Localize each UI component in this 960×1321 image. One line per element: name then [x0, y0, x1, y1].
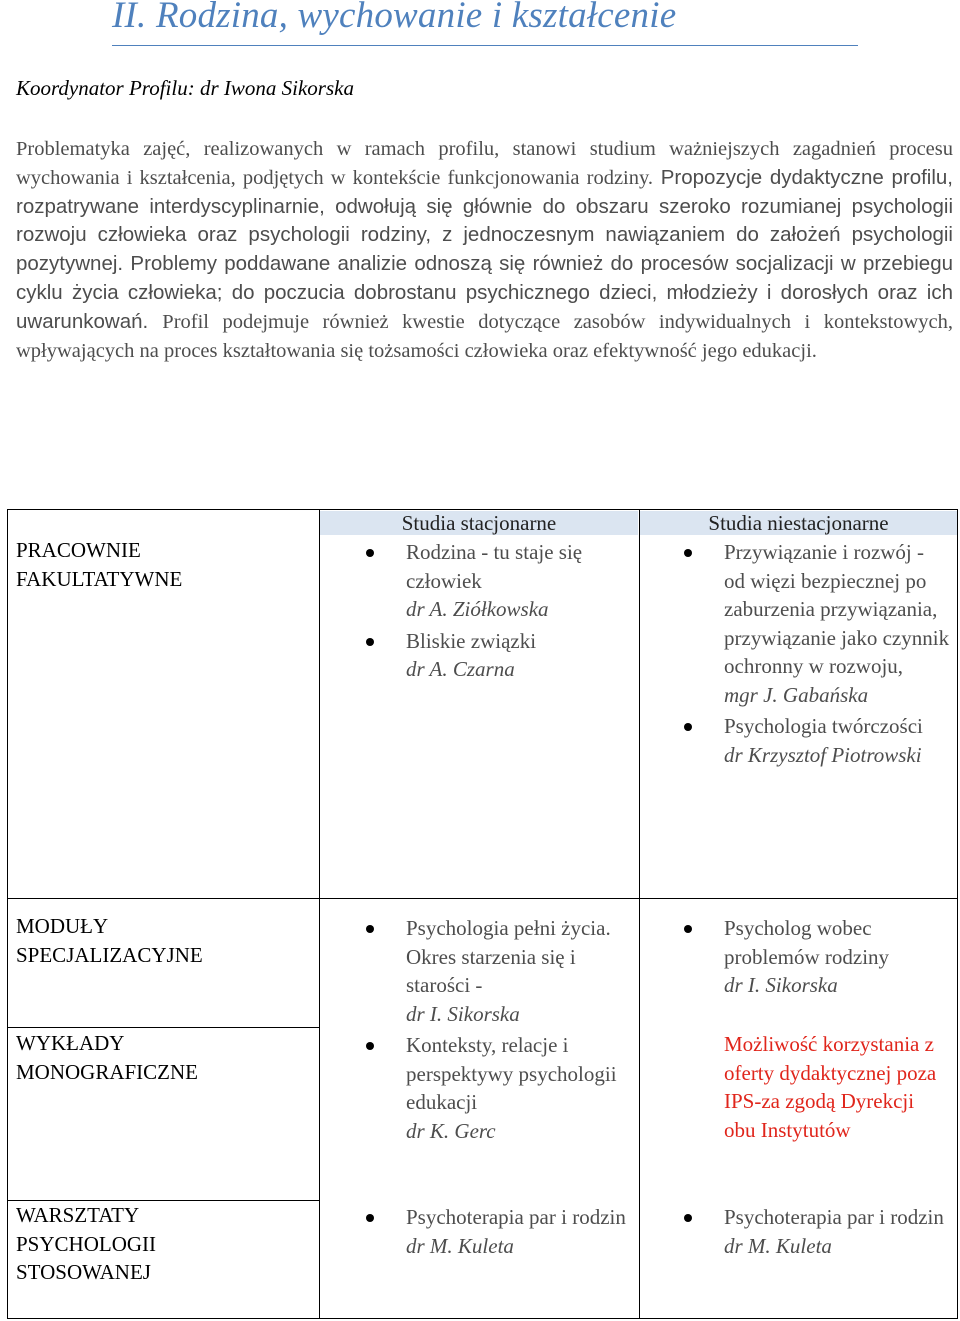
row-label-pracownie: PRACOWNIE FAKULTATYWNE	[16, 538, 183, 591]
bullet-icon	[684, 925, 692, 933]
table-right-border	[957, 509, 958, 1319]
intro-sentence-2: Propozycje dydaktyczne profilu, rozpatrywane interdyscyplinarnie, odwołują się głównie do obszaru szeroko rozumianej psychologii rozwoju człowieka oraz psychologii rodziny, z jednoczesnym nawiązaniem do założeń psychologii pozytywnej.	[16, 165, 954, 276]
page-title: II. Rodzina, wychowanie i kształcenie	[112, 0, 677, 36]
column-divider	[639, 509, 640, 1319]
list-item	[680, 1203, 950, 1260]
pracownie-niestac-list	[680, 538, 950, 772]
warsztaty-niestac-list	[680, 1203, 950, 1263]
table-bottom-border	[7, 1318, 957, 1319]
list-item	[362, 914, 632, 1028]
bullet-icon	[684, 1214, 692, 1222]
course-title: Psychoterapia par i rodzin	[406, 1205, 626, 1229]
course-title: Psychologia pełni życia. Okres starzenia się i starości -	[406, 916, 611, 997]
coordinator-label: Koordynator Profilu:	[16, 76, 195, 100]
list-item	[680, 914, 950, 1000]
bullet-icon	[366, 549, 374, 557]
coordinator-name: dr Iwona Sikorska	[199, 76, 354, 100]
course-lecturer: dr A. Ziółkowska	[406, 597, 549, 621]
list-item	[362, 1203, 632, 1260]
course-lecturer: dr K. Gerc	[406, 1118, 496, 1143]
row-divider	[7, 1027, 319, 1028]
list-item	[362, 538, 632, 624]
course-title: Psycholog wobec problemów rodziny	[724, 916, 890, 969]
course-lecturer: dr I. Sikorska	[724, 973, 838, 997]
bullet-icon	[684, 549, 692, 557]
warsztaty-stac-list	[362, 1203, 632, 1263]
list-item	[680, 712, 950, 769]
bullet-icon	[366, 1214, 374, 1222]
course-title: Psychologia twórczości	[724, 714, 923, 738]
intro-sentence-4: Profil podejmuje również kwestie dotyczące zasobów indywidualnych i kontekstowych, wpływających na proces kształtowania się tożsamości człowieka oraz efektywność jego edukacji.	[16, 310, 953, 362]
table-top-border	[7, 509, 957, 510]
list-item	[362, 627, 632, 684]
header-stacjonarne: Studia stacjonarne	[320, 511, 638, 535]
bullet-icon	[366, 1042, 374, 1050]
intro-sentence-3: Problemy poddawane analizie odnoszą się również do procesów socjalizacji w przebiegu cyklu życia człowieka; do poczucia dobrostanu psychicznego dzieci, młodzieży i dorosłych oraz ich uwarunkowań.	[16, 252, 953, 333]
row-label-warsztaty: WARSZTATY PSYCHOLOGII STOSOWANEJ	[16, 1203, 157, 1284]
course-lecturer: dr A. Czarna	[406, 657, 515, 681]
header-niestacjonarne: Studia niestacjonarne	[640, 511, 957, 535]
pracownie-stac-list	[362, 538, 632, 687]
course-lecturer: dr I. Sikorska	[406, 1001, 520, 1026]
column-divider	[319, 509, 320, 1319]
course-title: Przywiązanie i rozwój - od więzi bezpiecznej po zaburzenia przywiązania, przywiązanie jako czynnik ochronny w rozwoju,	[724, 540, 950, 678]
list-item	[362, 1031, 632, 1145]
row-divider	[7, 898, 957, 899]
table-left-border	[7, 509, 8, 1319]
course-title: Psychoterapia par i rodzin	[724, 1205, 944, 1229]
course-lecturer: dr Krzysztof Piotrowski	[724, 742, 922, 767]
course-lecturer: mgr J. Gabańska	[724, 682, 869, 707]
course-title: Konteksty, relacje i perspektywy psychologii edukacji	[406, 1033, 617, 1114]
wyklady-note: Możliwość korzystania z oferty dydaktycznej poza IPS-za zgodą Dyrekcji obu Instytutów	[724, 1032, 937, 1142]
course-title: Rodzina - tu staje się człowiek	[406, 540, 583, 593]
moduly-niestac-list	[680, 914, 950, 1003]
bullet-icon	[684, 723, 692, 731]
list-item	[680, 538, 950, 709]
intro-paragraph	[16, 135, 953, 365]
row-label-wyklady: WYKŁADY MONOGRAFICZNE	[16, 1031, 199, 1084]
bullet-icon	[366, 925, 374, 933]
course-lecturer: dr M. Kuleta	[406, 1233, 514, 1258]
course-title: Bliskie związki	[406, 628, 537, 653]
title-underline	[112, 45, 858, 46]
row-label-moduly: MODUŁY SPECJALIZACYJNE	[16, 914, 203, 967]
coordinator-line	[16, 76, 354, 101]
bullet-icon	[366, 638, 374, 646]
course-lecturer: dr M. Kuleta	[724, 1233, 832, 1258]
moduly-stac-list	[362, 914, 632, 1148]
intro-sentence-1: Problematyka zajęć, realizowanych w ramach profilu, stanowi studium ważniejszych zagadnień procesu wychowania i kształcenia, podjętych w kontekście funkcjonowania rodziny.	[16, 138, 953, 189]
